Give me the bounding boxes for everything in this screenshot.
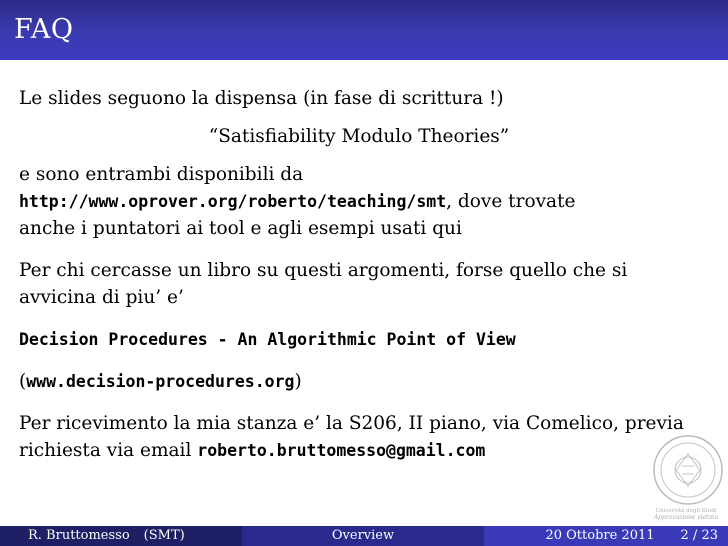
university-seal-watermark	[648, 430, 724, 522]
book-site-line: (www.decision-procedures.org)	[19, 371, 302, 392]
footer-date-cell	[484, 526, 728, 546]
seal-icon	[648, 430, 724, 522]
intro-line: Le slides seguono la dispensa (in fase di scrittura !)	[19, 88, 504, 109]
slide-footer	[0, 526, 728, 546]
footer-section-cell	[242, 526, 484, 546]
footer-institution: (SMT)	[143, 528, 185, 543]
seal-caption-1: Università degli Studi	[655, 508, 717, 514]
url-line-suffix: , dove trovate	[446, 191, 576, 212]
footer-section: Overview	[331, 528, 395, 543]
availability-line: e sono entrambi disponibili da	[19, 164, 304, 185]
email-link[interactable]: roberto.bruttomesso@gmail.com	[197, 441, 486, 460]
book-title: Decision Procedures - An Algorithmic Point of View	[19, 330, 516, 349]
footer-author-cell	[0, 526, 242, 546]
course-url-link[interactable]: http://www.oprover.org/roberto/teaching/smt	[19, 192, 447, 211]
footer-date: 20 Ottobre 2011	[545, 528, 655, 543]
quoted-title: “Satisfiability Modulo Theories”	[208, 126, 510, 147]
slide-title: FAQ	[14, 14, 74, 45]
footer-author: R. Bruttomesso	[28, 528, 130, 543]
url-line	[19, 188, 719, 215]
book-site-link[interactable]: www.decision-procedures.org	[26, 372, 295, 391]
slide-title-bar	[0, 0, 728, 60]
seal-caption-2: Approvazione vietata	[653, 514, 719, 521]
office-line-2: richiesta via email roberto.bruttomesso@gmail.com	[19, 440, 486, 461]
footer-page-number: 2 / 23	[680, 528, 718, 543]
tools-line: anche i puntatori ai tool e agli esempi usati qui	[19, 218, 462, 239]
slide-content	[19, 85, 719, 464]
book-intro-line-1: Per chi cercasse un libro su questi argomenti, forse quello che si	[19, 260, 628, 281]
office-line-1: Per ricevimento la mia stanza e’ la S206, II piano, via Comelico, previa	[19, 413, 684, 434]
book-intro-line-2: avvicina di piu’ e’	[19, 287, 184, 308]
